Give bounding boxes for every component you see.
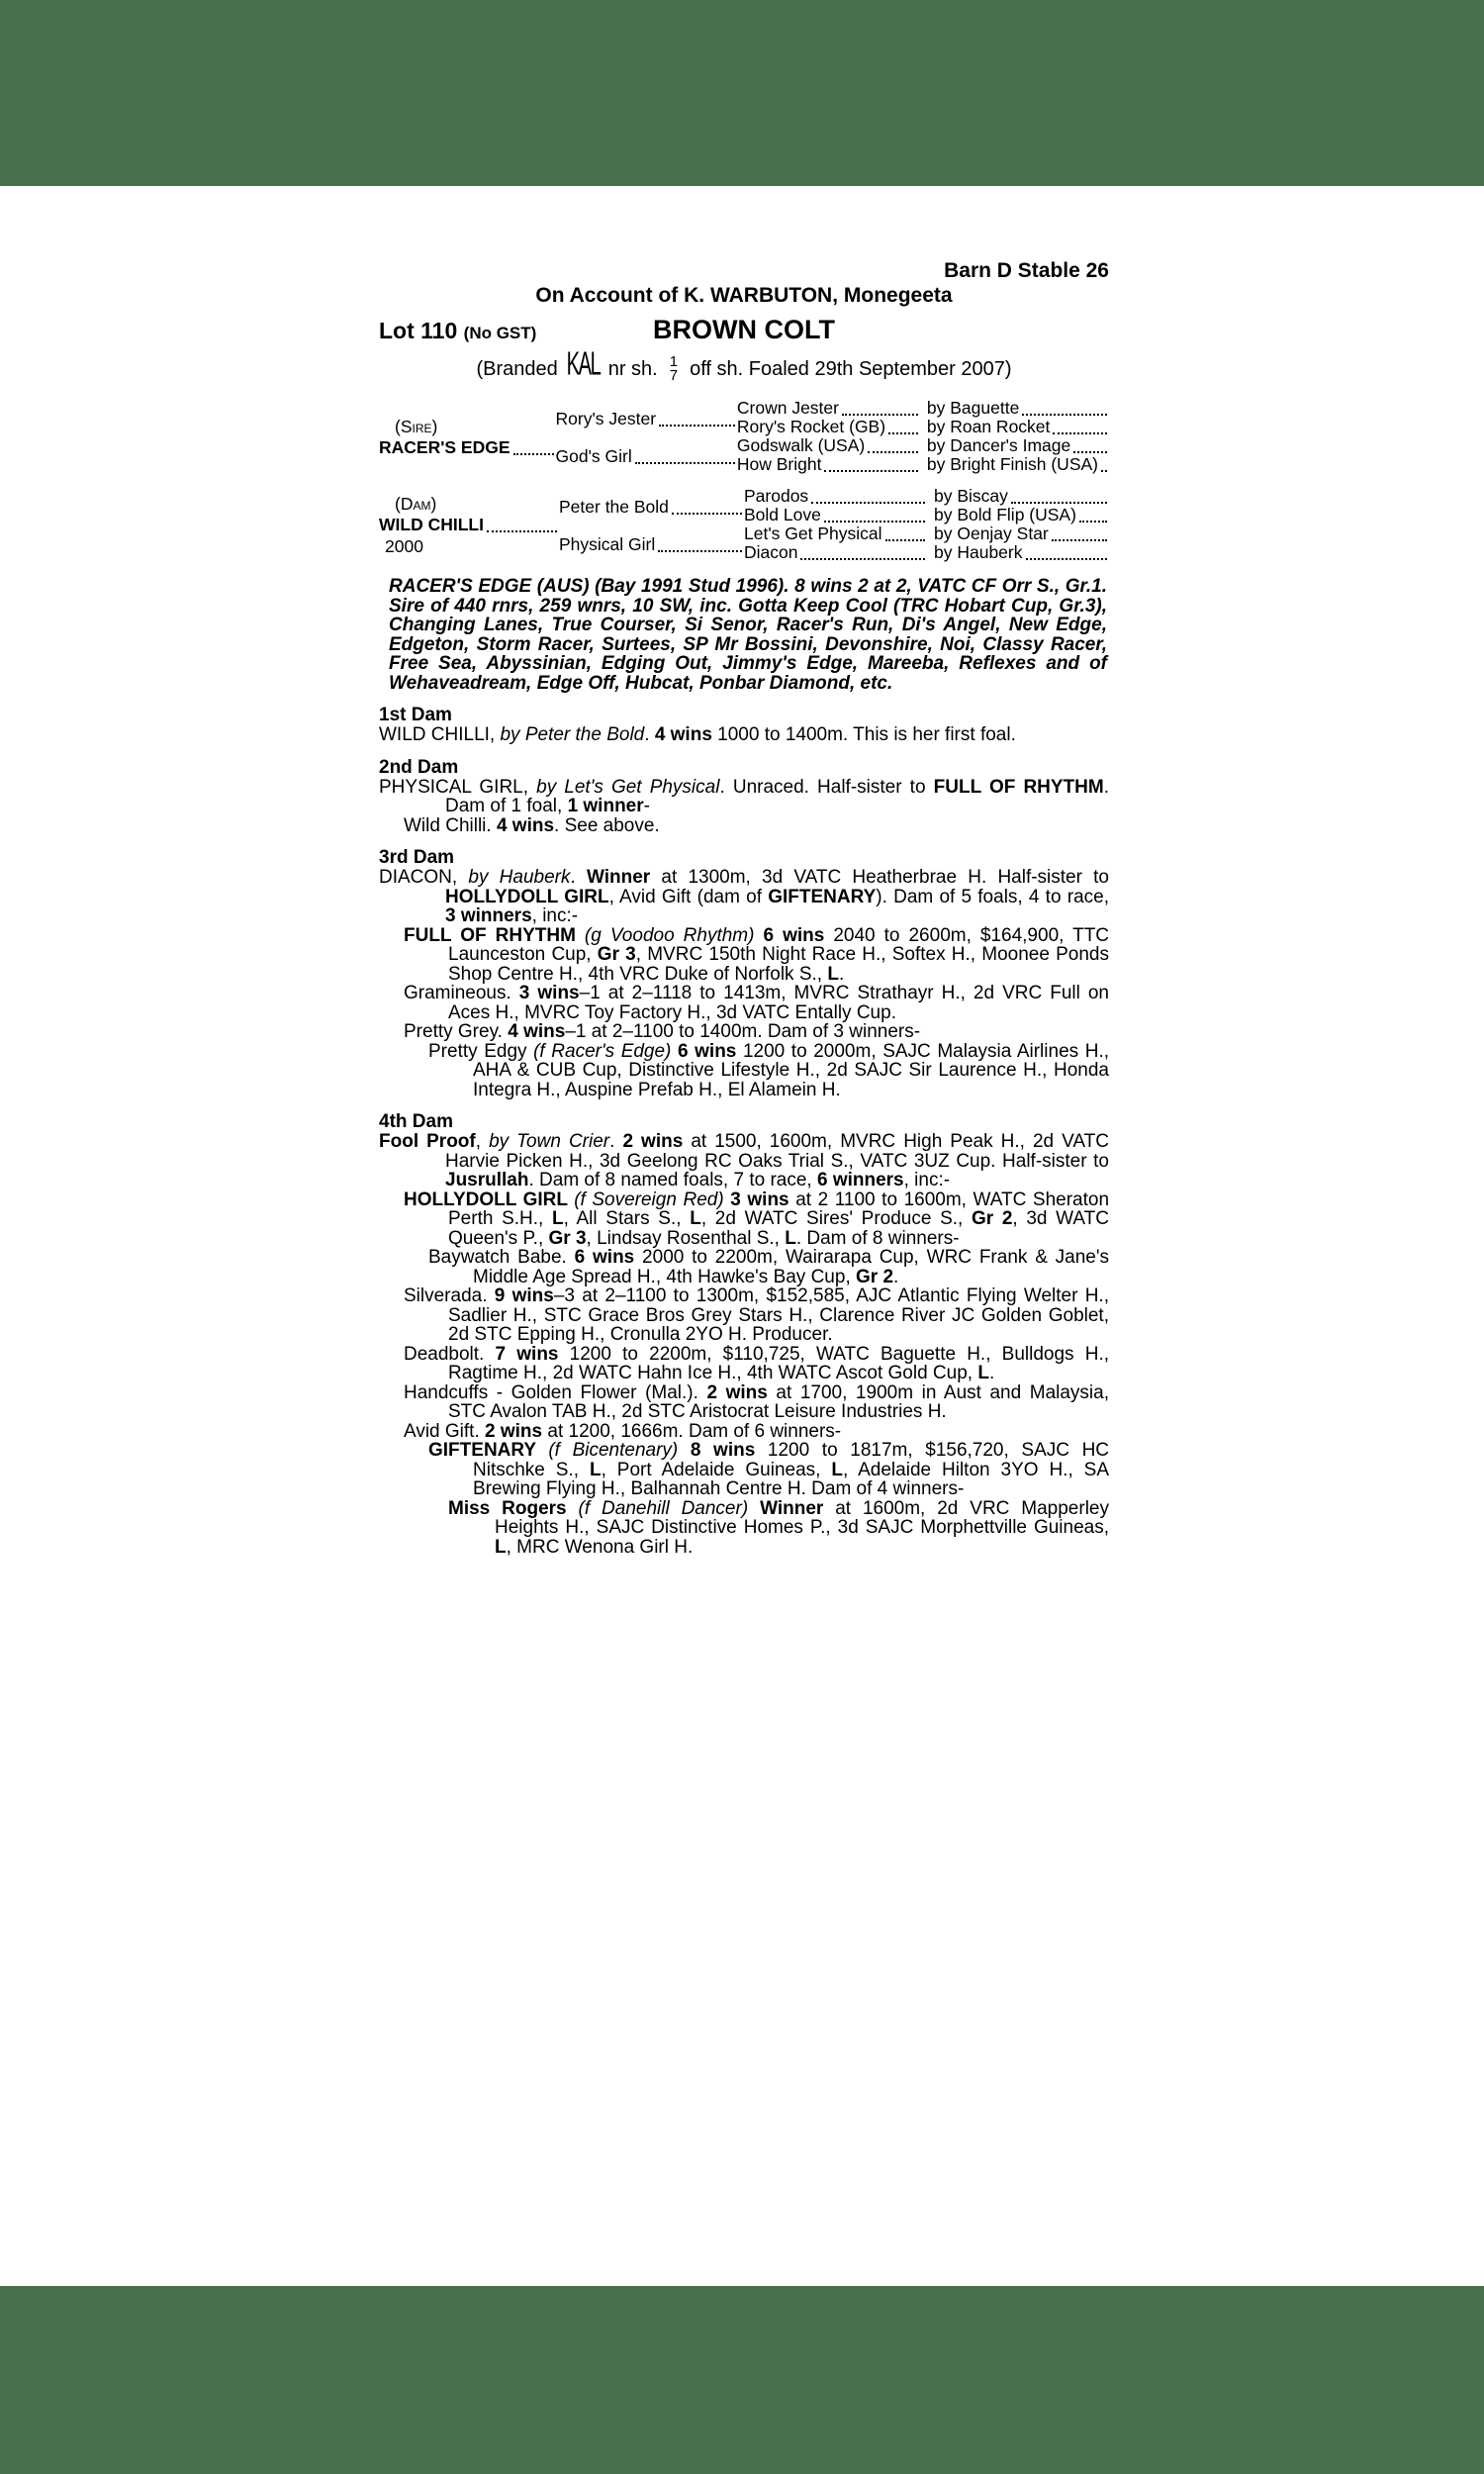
pedigree-by-sire [927,486,1109,507]
dotted-leader [658,550,742,552]
text-segment: Gr 2 [856,1266,894,1287]
top-green-band [0,0,1484,186]
branded-suffix: off sh. Foaled 29th September 2007) [690,357,1012,380]
text-segment: . [644,724,655,745]
text-segment: (g Voodoo Rhythm) [584,924,755,946]
pedigree-table [379,400,1109,563]
text-segment: DIACON, [379,867,469,888]
text-segment: –1 at 2–1118 to 1413m, MVRC Strathayr H., 2d VRC Full on Aces H., MVRC Toy Factory H., 3d VATC Entally Cup. [448,983,1109,1023]
text-segment: , Adelaide Hilton 3YO H., SA Brewing Flying H., Balhannah Centre H. Dam of 4 winners- [473,1459,1110,1499]
text-segment: . Dam of 1 foal, [445,776,1109,816]
pedigree-parent-name [556,446,737,467]
text-segment: Wild Chilli. [404,814,497,836]
text-segment: L [690,1208,701,1229]
text-segment: (f Bicentenary) [548,1440,679,1461]
pedigree-by-sire [927,505,1109,525]
text-segment: by Town Crier [489,1131,610,1152]
dotted-leader [888,432,918,434]
text-segment [748,1498,760,1519]
pedigree-parent-name [559,497,744,518]
pedigree-grandparent-name [744,486,927,507]
pedigree-grandparent-name-text: Bold Love [744,505,821,524]
text-segment: Winner [586,867,651,888]
text-segment: 9 wins [494,1285,554,1306]
brand-mark-monogram: KAL [566,344,601,382]
text-segment: , Lindsay Rosenthal S., [586,1227,786,1249]
dam-section-heading: 1st Dam [379,705,452,725]
branded-line [379,344,1109,390]
text-segment: 1200 to 2000m, SAJC Malaysia Airlines H., AHA & CUB Cup, Distinctive Lifestyle H., 2d SAJC Sir Laurence H., Honda Integra H., Auspine Prefab H., El Alamein H. [473,1040,1109,1100]
text-segment: 4 wins [496,814,555,836]
text-segment: L [589,1459,602,1480]
pedigree-parent-cell [559,488,744,525]
pedigree-by-sire-text: by Baguette [926,398,1020,418]
sire-summary-paragraph [389,577,1107,693]
dam-sections [379,705,1109,1557]
text-segment: Silverada. [404,1285,495,1306]
text-segment: 6 winners [816,1170,904,1190]
pedigree-parent-name-text: Rory's Jester [555,408,657,428]
pedigree-paragraph [404,1345,1109,1383]
pedigree-by-sire [920,417,1109,437]
text-segment: 6 wins [677,1040,737,1062]
text-segment: , MVRC 150th Night Race H., Softex H., Moonee Ponds Shop Centre H., 4th VRC Duke of Norfolk S., [448,944,1109,985]
gst-label: (No GST) [463,324,537,342]
text-segment: 2040 to 2600m, $164,900, TTC Launceston Cup, [448,924,1110,965]
pedigree-grandparent-name [744,505,927,525]
pedigree-paragraph [379,868,1109,926]
dam-section-heading: 2nd Dam [379,756,459,778]
text-segment: by Peter the Bold [500,724,645,745]
catalogue-content-column [379,259,1109,1557]
dotted-leader [1053,432,1107,434]
pedigree-by-sire-text: by Biscay [934,486,1008,506]
text-segment: . Dam of 8 named foals, 7 to race, [528,1170,817,1190]
text-segment: . [838,963,845,985]
text-segment: Jusrullah [445,1170,529,1190]
pedigree-paragraph [404,816,1109,836]
pedigree-grandparent-name-text: Crown Jester [736,398,839,418]
pedigree-parent-cell [559,525,744,563]
text-segment: Pretty Edgy [428,1040,534,1062]
barn-stable-label: Barn D Stable 26 [944,259,1109,282]
pedigree-by-sire [927,542,1109,563]
text-segment: . Dam of 8 winners- [795,1227,960,1249]
lot-number-text: Lot 110 [379,318,458,343]
pedigree-grandparent-name [744,523,927,544]
pedigree-grandparent-name [737,398,920,419]
dotted-leader [487,530,557,532]
text-segment: HOLLYDOLL GIRL [445,886,609,907]
text-segment: Handcuffs - Golden Flower (Mal.). [404,1381,707,1403]
pedigree-by-sire [927,523,1109,544]
pedigree-paragraph [448,1499,1109,1558]
horse-name: BROWN COLT [653,315,835,344]
text-segment: 6 wins [763,924,825,946]
text-segment: –1 at 2–1100 to 1400m. Dam of 3 winners- [565,1021,921,1042]
text-segment: by Hauberk [468,867,571,888]
pedigree-subject-name-text: WILD CHILLI [379,515,484,534]
pedigree-paragraph [428,1441,1109,1499]
text-segment: Gramineous. [404,983,519,1003]
pedigree-by-sire [920,454,1109,475]
lot-number [379,318,536,344]
text-segment: . [893,1266,899,1287]
text-segment: at 1200, 1666m. Dam of 6 winners- [542,1420,842,1442]
pedigree-parent-column [556,400,737,475]
pedigree-subject-name [379,515,559,535]
text-segment: 1000 to 1400m. This is her first foal. [711,724,1016,745]
text-segment: WILD CHILLI, [379,724,501,745]
dotted-leader [513,453,554,455]
text-segment: , inc:- [531,905,579,926]
text-segment: L [827,963,839,985]
pedigree-grandparent-name-text: How Bright [736,454,822,474]
text-segment: at 2 1100 to 1600m, WATC Sheraton Perth S.H., [448,1189,1110,1229]
sire-dam-label: (Sire) [395,417,438,436]
dotted-leader [1011,502,1107,504]
pedigree-grandparent-name-text: Diacon [744,542,798,562]
branded-mid: nr sh. [607,357,658,380]
text-segment: , Avid Gift (dam of [608,886,769,907]
pedigree-paragraph [404,1022,1109,1042]
pedigree-paragraph [404,1190,1109,1249]
text-segment: by Let's Get Physical [536,776,720,798]
text-segment: Fool Proof [379,1131,476,1152]
pedigree-parent-column [559,488,744,563]
dotted-leader [672,513,742,515]
pedigree-grandparent-column [744,488,1109,563]
pedigree-parent-name-text: Peter the Bold [559,496,669,517]
text-segment: . Unraced. Half-sister to [719,776,934,798]
text-segment: –3 at 2–1100 to 1300m, $152,585, AJC Atlantic Flying Welter H., Sadlier H., STC Grace Bros Grey Stars H., Clarence River JC Golden Goblet, 2d STC Epping H., Cronulla 2YO H. Producer. [448,1285,1109,1345]
lot-row [379,314,1109,346]
pedigree-parent-name-text: Physical Girl [559,533,656,554]
text-segment: 4 wins [508,1021,566,1042]
pedigree-grandparent-name-text: Let's Get Physical [744,523,882,543]
pedigree-parent-cell [556,400,737,437]
text-segment: at 1700, 1900m in Aust and Malaysia, STC Avalon TAB H., 2d STC Aristocrat Leisure Industries H. [448,1381,1110,1422]
pedigree-paragraph [379,778,1109,816]
pedigree-grandparent-row [737,456,1109,475]
pedigree-paragraph [404,1383,1109,1422]
text-segment: (f Danehill Dancer) [578,1497,749,1519]
pedigree-subject-name [379,437,556,458]
text-segment: . See above. [554,814,660,836]
pedigree-subject-cell [379,400,556,475]
pedigree-by-sire-text: by Roan Rocket [926,417,1051,436]
text-segment: 1 winner [567,796,644,816]
dotted-leader [811,502,925,504]
text-segment: 4 wins [654,724,712,745]
text-segment: 2 wins [485,1420,543,1442]
text-segment: FULL OF RHYTHM [404,924,585,946]
text-segment: , [475,1131,490,1152]
pedigree-paragraph [404,984,1109,1022]
text-segment: ). Dam of 5 foals, 4 to race, [876,886,1109,907]
pedigree-grandparent-name [744,542,927,563]
brand-fraction-denominator: 7 [669,367,679,384]
text-segment: Gr 2 [971,1208,1013,1229]
text-segment: (f Sovereign Red) [574,1189,724,1210]
text-segment: 1200 to 2200m, $110,725, WATC Baguette H., Bulldogs H., Ragtime H., 2d WATC Hahn Ice H., 4th WATC Ascot Gold Cup, [448,1343,1110,1383]
pedigree-subject-name-text: RACER'S EDGE [379,437,510,457]
text-segment: 8 wins [690,1440,756,1461]
text-segment: Avid Gift. [404,1420,486,1442]
sire-dam-label: (Dam) [395,494,437,514]
text-segment [678,1440,691,1461]
dotted-leader [824,470,917,472]
foaling-year: 2000 [385,536,423,556]
pedigree-parent-name [556,409,737,429]
text-segment: L [785,1227,796,1249]
branded-prefix: (Branded [476,357,558,380]
text-segment: , 3d WATC Queen's P., [448,1208,1109,1249]
dam-section-heading: 3rd Dam [379,847,455,868]
text-segment: , All Stars S., [563,1208,691,1229]
text-segment: 3 wins [730,1189,789,1210]
text-segment: L [977,1363,989,1383]
text-segment: at 1300m, 3d VATC Heatherbrae H. Half-sister to [650,867,1109,888]
pedigree-parent-name [559,534,744,555]
pedigree-by-sire [920,435,1109,456]
pedigree-by-sire [920,398,1109,419]
dotted-leader [842,414,918,416]
text-segment [671,1041,678,1062]
account-of-line: On Account of K. WARBUTON, Monegeeta [535,284,953,307]
text-segment: L [551,1208,564,1229]
text-segment: Miss Rogers [448,1497,579,1519]
text-segment: . [570,867,587,888]
pedigree-by-sire-text: by Bold Flip (USA) [934,505,1076,524]
dotted-leader [635,462,735,464]
text-segment: 6 wins [574,1247,635,1268]
pedigree-by-sire-text: by Hauberk [934,542,1023,562]
text-segment: , inc:- [903,1170,951,1190]
text-segment: at 1500, 1600m, MVRC High Peak H., 2d VATC Harvie Picken H., 3d Geelong RC Oaks Trial S., VATC 3UZ Cup. Half-sister to [445,1131,1109,1172]
pedigree-grandparent-column [737,400,1109,475]
pedigree-block [379,488,1109,563]
text-segment: . [988,1363,995,1383]
text-segment: HOLLYDOLL GIRL [404,1189,575,1210]
text-segment: 3 wins [518,983,580,1003]
pedigree-paragraph [428,1248,1109,1286]
text-segment: 2 wins [706,1381,768,1403]
dotted-leader [824,521,925,523]
text-segment: . [609,1131,623,1152]
text-segment: RACER'S EDGE (AUS) (Bay 1991 Stud 1996). 8 wins 2 at 2, VATC CF Orr S., Gr.1. Sire of 440 rnrs, 259 wnrs, 10 SW, inc. Gotta Keep Cool (TRC Hobart Cup, Gr.3), Changing Lanes, True Courser, Si Senor, Racer's Run, Di's Angel, New Edge, Edgeton, Storm Racer, Surtees, SP Mr Bossini, Devonshire, Noi, Classy Racer, Free Sea, Abyssinian, Edging Out, Jimmy's Edge, Mareeba, Reflexes and of Wehaveadream, Edge Off, Hubcat, Ponbar Diamond, etc. [389,576,1107,694]
pedigree-paragraph [404,926,1109,985]
text-segment: 2 wins [622,1131,684,1152]
dotted-leader [868,451,918,453]
dotted-leader [800,558,925,560]
pedigree-by-sire-text: by Oenjay Star [934,523,1049,543]
pedigree-grandparent-row [744,544,1109,563]
pedigree-paragraph [379,1132,1109,1190]
pedigree-parent-name-text: God's Girl [555,445,632,466]
text-segment: Baywatch Babe. [428,1247,575,1268]
pedigree-block [379,400,1109,475]
dotted-leader [1079,521,1107,523]
text-segment: L [831,1459,843,1480]
pedigree-grandparent-name [737,454,920,475]
text-segment: PHYSICAL GIRL, [379,776,537,798]
pedigree-paragraph [404,1286,1109,1345]
dotted-leader [885,539,925,541]
bottom-green-band [0,2286,1484,2474]
pedigree-grandparent-name [737,435,920,456]
text-segment: Winner [760,1497,824,1519]
pedigree-grandparent-name [737,417,920,437]
text-segment: (f Racer's Edge) [533,1040,672,1062]
pedigree-by-sire-text: by Bright Finish (USA) [926,454,1098,474]
text-segment: Gr 3 [548,1227,587,1249]
text-segment: 1200 to 1817m, $156,720, SAJC HC Nitschke S., [473,1440,1110,1480]
text-segment: - [643,796,650,816]
text-segment: GIFTENARY [428,1440,549,1461]
pedigree-grandparent-name-text: Rory's Rocket (GB) [736,417,886,436]
dotted-leader [1073,451,1107,453]
text-segment: , 2d WATC Sires' Produce S., [700,1208,972,1229]
pedigree-parent-cell [556,437,737,475]
dotted-leader [1052,539,1107,541]
text-segment: 7 wins [495,1343,559,1365]
text-segment: Deadbolt. [404,1343,496,1365]
text-segment: , Port Adelaide Guineas, [601,1459,832,1480]
pedigree-grandparent-name-text: Parodos [744,486,809,506]
text-segment: , MRC Wenona Girl H. [506,1536,694,1558]
text-segment: Gr 3 [597,944,636,965]
dotted-leader [659,425,735,427]
pedigree-paragraph [404,1422,1109,1442]
dotted-leader [1101,470,1107,472]
pedigree-paragraph [379,725,1109,745]
text-segment: Pretty Grey. [404,1021,509,1042]
text-segment: GIFTENARY [768,886,877,907]
dotted-leader [1026,558,1108,560]
dotted-leader [1022,414,1107,416]
text-segment: FULL OF RHYTHM [933,776,1104,798]
pedigree-by-sire-text: by Dancer's Image [926,435,1071,455]
pedigree-subject-cell [379,488,559,563]
text-segment: L [495,1536,507,1558]
text-segment: at 1600m, 2d VRC Mapperley Heights H., SAJC Distinctive Homes P., 3d SAJC Morphettville Guineas, [495,1497,1109,1538]
brand-fraction [670,355,678,383]
brand-fraction-numerator: 1 [669,353,679,370]
pedigree-grandparent-name-text: Godswalk (USA) [736,435,866,455]
text-segment: 3 winners [445,905,532,926]
text-segment: 2000 to 2200m, Wairarapa Cup, WRC Frank & Jane's Middle Age Spread H., 4th Hawke's Bay Cup, [473,1247,1109,1287]
dam-section-heading: 4th Dam [379,1111,453,1132]
pedigree-paragraph [428,1042,1109,1100]
